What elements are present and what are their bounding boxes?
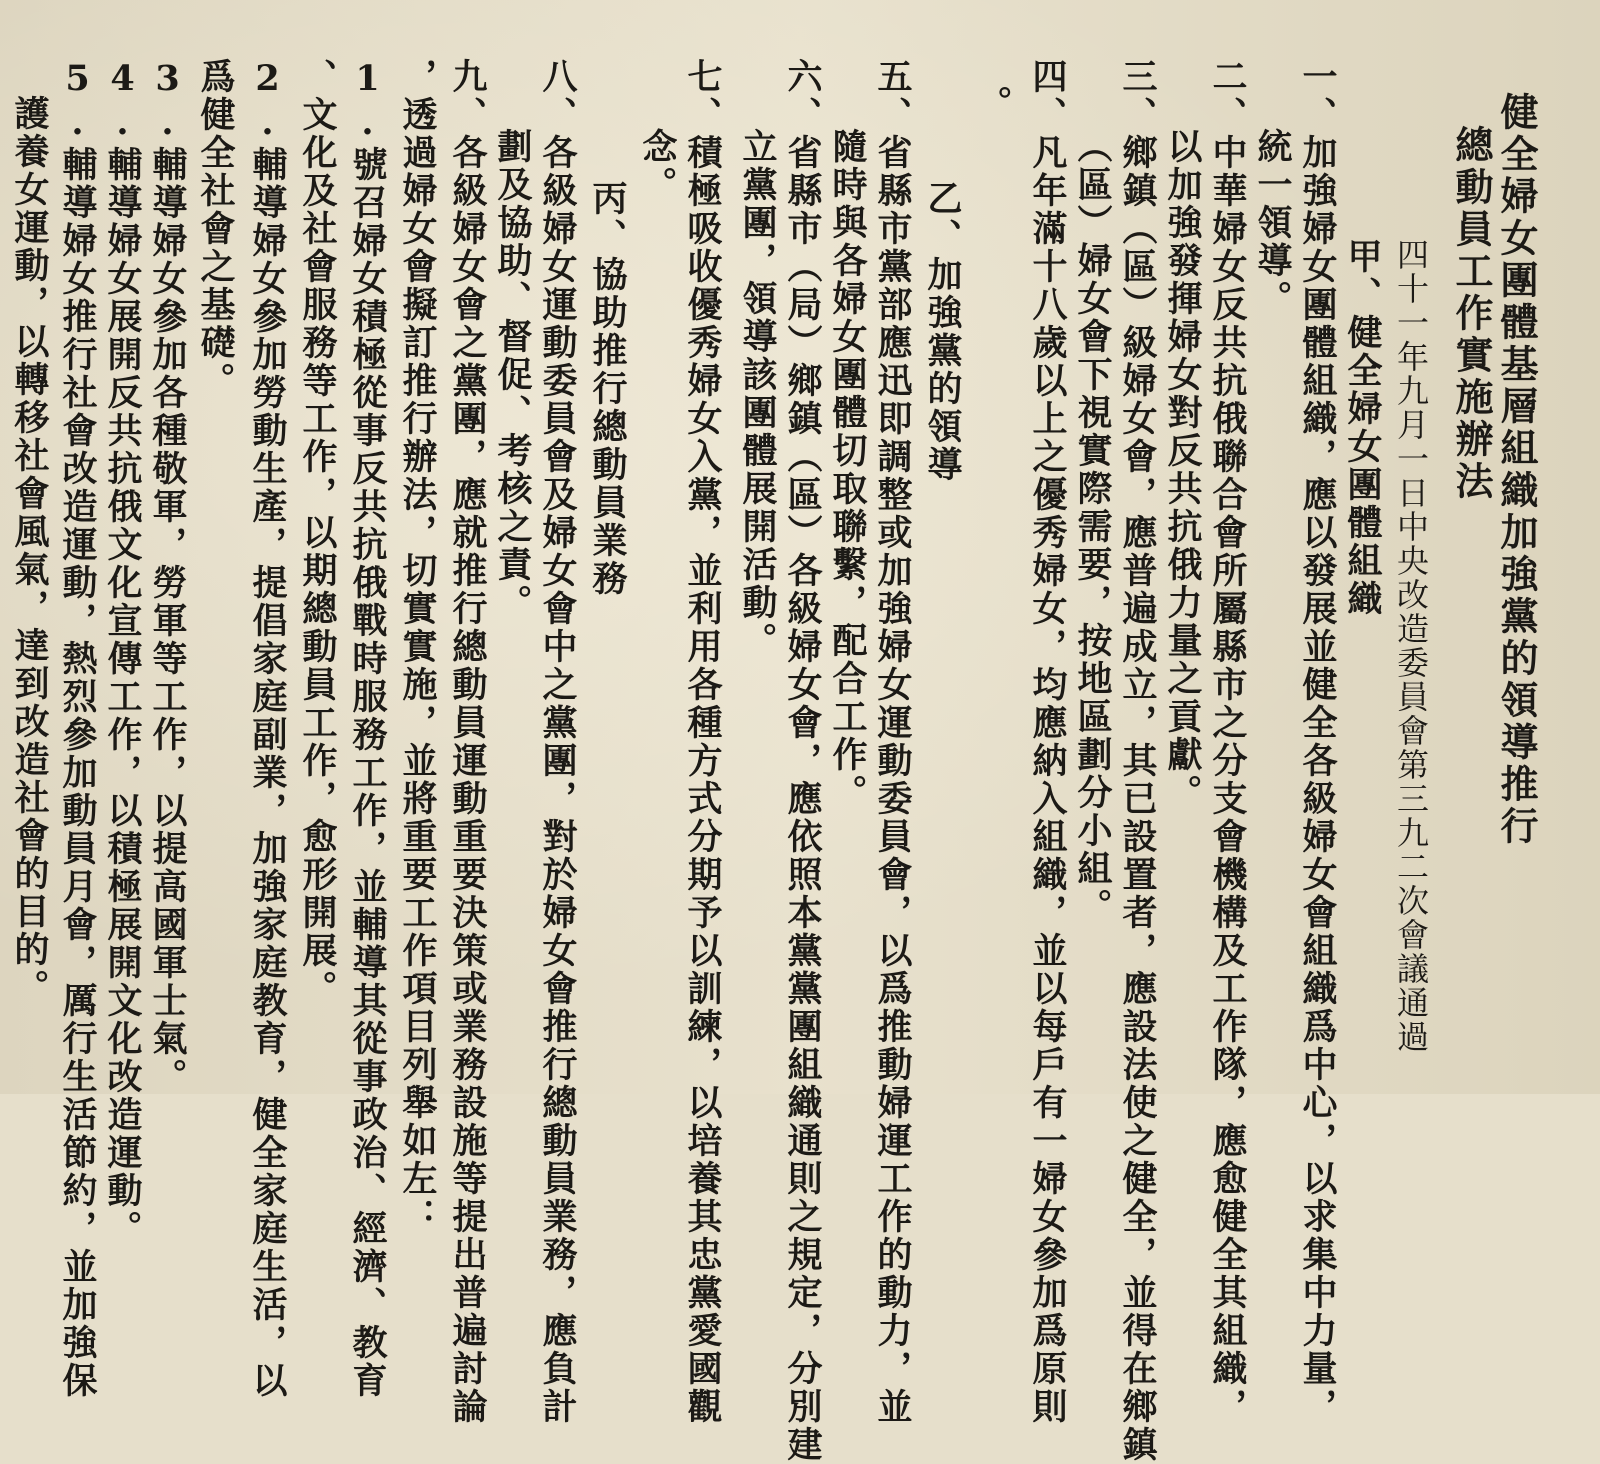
item-4-line-1: 四、凡年滿十八歲以上之優秀婦女，均應納入組織，並以每戶有一婦女參加爲原則: [1027, 58, 1068, 1426]
item-8-line-2: 劃及協助、督促、考核之責。: [492, 128, 533, 622]
item-3-line-2: （區）婦女會下視實際需要，按地區劃分小組。: [1072, 128, 1113, 926]
item-8-line-1: 八、各級婦女運動委員會及婦女會中之黨團，對於婦女會推行總動員業務，應負計: [537, 58, 578, 1426]
item-9-line-2: ，透過婦女會擬訂推行辦法，切實實施，並將重要工作項目列舉如左：: [397, 58, 438, 1236]
subitem-4: 4.輔導婦女展開反共抗俄文化宣傳工作，以積極展開文化改造運動。: [102, 58, 143, 1248]
item-6-line-2: 立黨團，領導該團體展開活動。: [737, 128, 778, 660]
subitem-1-line-1: 1.號召婦女積極從事反共抗俄戰時服務工作，並輔導其從事政治、經濟、教育: [347, 58, 388, 1400]
item-3-line-1: 三、鄉鎮（區）級婦女會，應普遍成立，其已設置者，應設法使之健全，並得在鄉鎮: [1117, 58, 1158, 1464]
subitem-5-line-2: 護養女運動，以轉移社會風氣，達到改造社會的目的。: [9, 95, 50, 1007]
document-date-line: 四十一年九月一日中央改造委員會第三九二次會議通過: [1392, 238, 1430, 1054]
item-7-line-2: 念。: [637, 128, 678, 204]
document-title-line-1: 健全婦女團體基層組織加強黨的領導推行: [1494, 92, 1539, 848]
subitem-1-line-2: 、文化及社會服務等工作，以期總動員工作，愈形開展。: [297, 58, 338, 1008]
section-bing-heading: 丙、協助推行總動員業務: [587, 180, 628, 598]
item-4-line-2: 。: [972, 85, 1013, 123]
item-7-line-1: 七、積極吸收優秀婦女入黨，並利用各種方式分期予以訓練，以培養其忠黨愛國觀: [682, 58, 723, 1426]
subitem-3: 3.輔導婦女參加各種敬軍，勞軍等工作，以提高國軍士氣。: [147, 58, 188, 1096]
section-jia-heading: 甲、健全婦女團體組織: [1342, 238, 1383, 618]
item-2-line-2: 以加強發揮婦女對反共抗俄力量之貢獻。: [1162, 128, 1203, 812]
item-6-line-1: 六、省縣市（局）鄉鎮（區）各級婦女會，應依照本黨黨團組織通則之規定，分別建: [782, 58, 823, 1464]
item-9-line-1: 九、各級婦女會之黨團，應就推行總動員運動重要決策或業務設施等提出普遍討論: [447, 58, 488, 1426]
item-1-line-2: 統一領導。: [1252, 128, 1293, 318]
document-title-line-2: 總動員工作實施辦法: [1449, 125, 1494, 503]
item-1-line-1: 一、加強婦女團體組織，應以發展並健全各級婦女會組織爲中心，以求集中力量，: [1297, 58, 1338, 1426]
section-yi-heading: 乙、加強黨的領導: [922, 180, 963, 484]
item-5-line-2: 隨時與各婦女團體切取聯繫，配合工作。: [827, 128, 868, 812]
item-2-line-1: 二、中華婦女反共抗俄聯合會所屬縣市之分支會機構及工作隊，應愈健全其組織，: [1207, 58, 1248, 1426]
subitem-2-line-1: 2.輔導婦女參加勞動生產，提倡家庭副業，加強家庭教育，健全家庭生活，以: [247, 58, 288, 1400]
subitem-2-line-2: 爲健全社會之基礎。: [195, 58, 236, 400]
item-5-line-1: 五、省縣市黨部應迅即調整或加強婦女運動委員會，以爲推動婦運工作的動力，並: [872, 58, 913, 1426]
subitem-5-line-1: 5.輔導婦女推行社會改造運動，熱烈參加動員月會，厲行生活節約，並加強保: [57, 58, 98, 1400]
